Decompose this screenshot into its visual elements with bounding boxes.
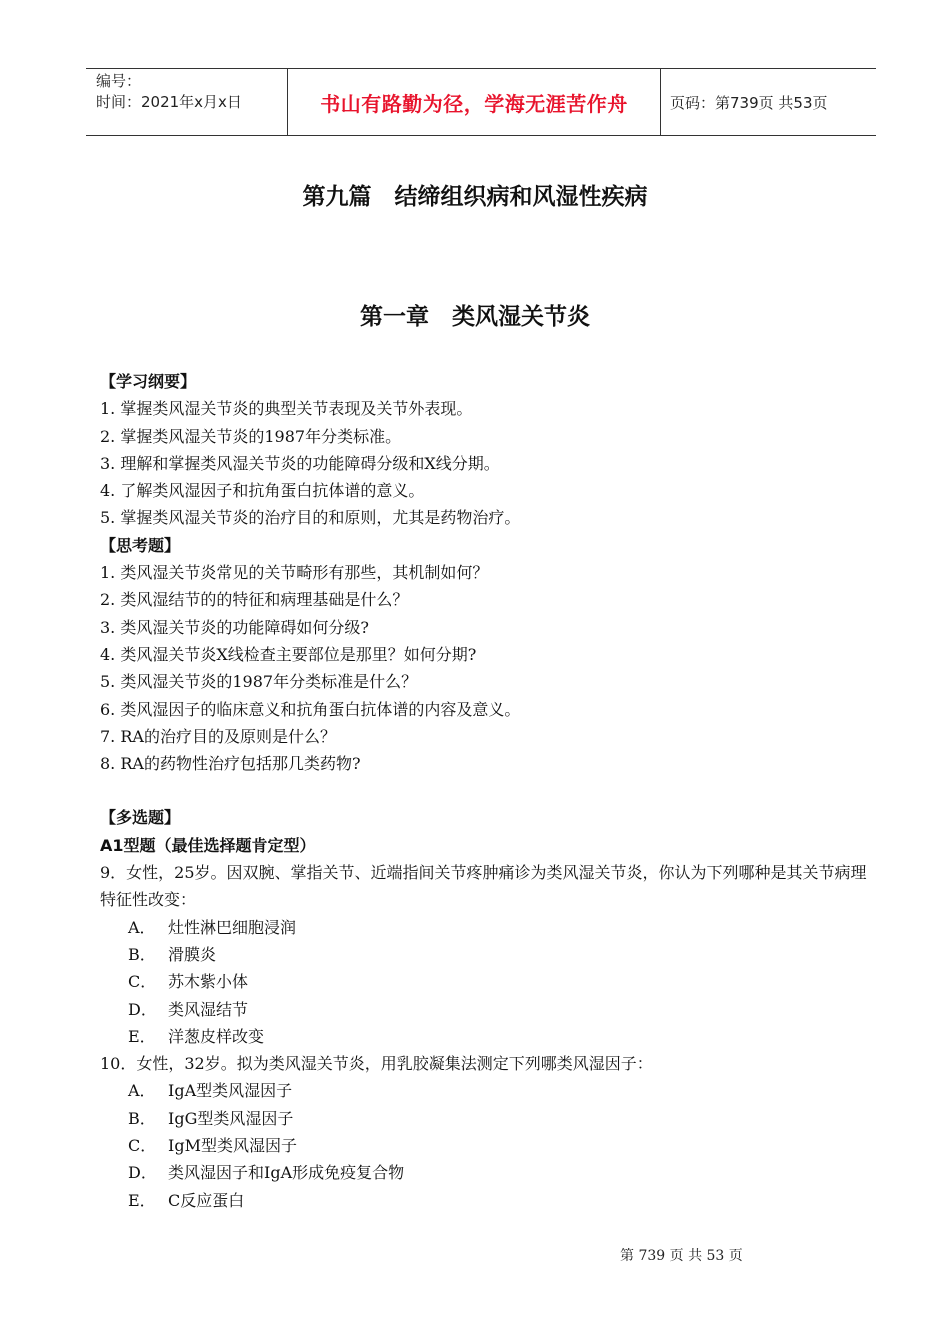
q10-option-b — [100, 1105, 880, 1132]
q10-option-d — [100, 1159, 880, 1186]
q9-option-e — [100, 1023, 880, 1050]
question-item: 4. 类风湿关节炎X线检查主要部位是那里？如何分期? — [100, 644, 477, 664]
number-label: 编号： — [96, 72, 142, 90]
option-letter: E． — [128, 1026, 156, 1046]
outline-item: 1. 掌握类风湿关节炎的典型关节表现及关节外表现。 — [100, 399, 473, 419]
chapter-title: 第一章 类风湿关节炎 — [360, 304, 590, 330]
spacer — [100, 777, 880, 804]
option-text: IgM型类风湿因子 — [168, 1136, 297, 1156]
page-footer: 第 739 页 共 53 页 — [620, 1248, 743, 1264]
question-item: 3. 类风湿关节炎的功能障碍如何分级? — [100, 617, 369, 637]
question-item: 6. 类风湿因子的临床意义和抗角蛋白抗体谱的内容及意义。 — [100, 699, 521, 719]
q9-option-b — [100, 941, 880, 968]
option-text: IgA型类风湿因子 — [168, 1081, 293, 1101]
q9-option-c — [100, 968, 880, 995]
header-table — [86, 68, 876, 136]
header-meta — [86, 69, 287, 135]
option-text: 类风湿因子和IgA形成免疫复合物 — [168, 1163, 405, 1183]
option-letter: D． — [128, 999, 157, 1019]
questions-heading: 【思考题】 — [100, 535, 181, 555]
option-text: 灶性淋巴细胞浸润 — [168, 917, 297, 937]
option-letter: B． — [128, 1108, 156, 1128]
option-text: 滑膜炎 — [168, 944, 217, 964]
part-title: 第九篇 结缔组织病和风湿性疾病 — [302, 184, 648, 210]
option-text: IgG型类风湿因子 — [168, 1108, 294, 1128]
option-letter: A． — [128, 917, 156, 937]
q10-option-c — [100, 1132, 880, 1159]
question-item: 7. RA的治疗目的及原则是什么？ — [100, 726, 336, 746]
option-letter: C． — [128, 1136, 157, 1156]
q9-option-d — [100, 996, 880, 1023]
question-9-stem: 9．女性，25岁。因双腕、掌指关节、近端指间关节疼肿痛诊为类风湿关节炎，你认为下列哪种是其关节病理特征性改变： — [100, 863, 867, 910]
outline-heading: 【学习纲要】 — [100, 372, 197, 391]
option-letter: D． — [128, 1163, 157, 1183]
question-item: 8. RA的药物性治疗包括那几类药物? — [100, 754, 361, 774]
option-letter: C． — [128, 972, 157, 992]
header-motto: 书山有路勤为径，学海无涯苦作舟 — [287, 69, 661, 135]
option-text: 苏木紫小体 — [168, 972, 249, 992]
option-letter: B． — [128, 944, 156, 964]
q10-option-e — [100, 1187, 880, 1214]
mcq-heading: 【多选题】 — [100, 808, 181, 828]
option-text: 洋葱皮样改变 — [168, 1026, 265, 1046]
question-item: 5. 类风湿关节炎的1987年分类标准是什么？ — [100, 672, 418, 692]
outline-item: 4. 了解类风湿因子和抗角蛋白抗体谱的意义。 — [100, 481, 425, 501]
question-item: 1. 类风湿关节炎常见的关节畸形有那些，其机制如何？ — [100, 563, 489, 583]
option-text: 类风湿结节 — [168, 999, 249, 1019]
main-content — [100, 368, 880, 1214]
outline-item: 3. 理解和掌握类风湿关节炎的功能障碍分级和X线分期。 — [100, 453, 500, 473]
question-10-stem: 10．女性，32岁。拟为类风湿关节炎，用乳胶凝集法测定下列哪类风湿因子： — [100, 1054, 653, 1074]
header-page-info: 页码：第739页 共53页 — [670, 93, 828, 112]
q10-option-a — [100, 1077, 880, 1104]
option-letter: E． — [128, 1190, 156, 1210]
option-letter: A． — [128, 1081, 156, 1101]
q9-option-a — [100, 914, 880, 941]
outline-item: 5. 掌握类风湿关节炎的治疗目的和原则，尤其是药物治疗。 — [100, 508, 521, 528]
option-text: C反应蛋白 — [168, 1190, 245, 1210]
mcq-subheading: A1型题（最佳选择题肯定型） — [100, 835, 316, 855]
outline-item: 2. 掌握类风湿关节炎的1987年分类标准。 — [100, 426, 402, 446]
question-item: 2. 类风湿结节的的特征和病理基础是什么？ — [100, 590, 409, 610]
time-label: 时间：2021年x月x日 — [96, 93, 242, 111]
